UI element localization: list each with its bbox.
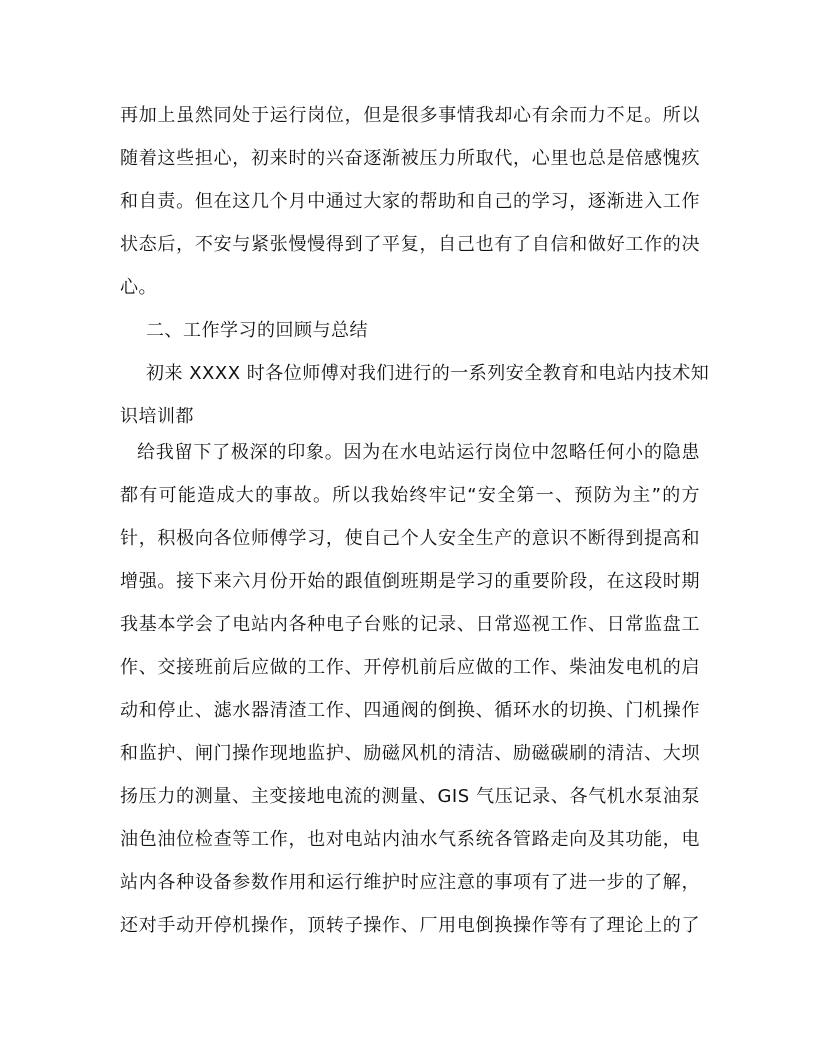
paragraph-line: 增强。接下来六月份开始的跟值倒班期是学习的重要阶段，在这段时期 <box>120 571 700 592</box>
paragraph-line: 作、交接班前后应做的工作、开停机前后应做的工作、柴油发电机的启 <box>120 657 700 678</box>
paragraph-line: 我基本学会了电站内各种电子台账的记录、日常巡视工作、日常监盘工 <box>120 614 700 635</box>
paragraph-line: 识培训都 <box>120 406 194 427</box>
paragraph-line: 油色油位检查等工作，也对电站内油水气系统各管路走向及其功能，电 <box>120 829 700 850</box>
paragraph-line: 初来 XXXX 时各位师傅对我们进行的一系列安全教育和电站内技术知 <box>146 363 710 384</box>
paragraph-line: 还对手动开停机操作，顶转子操作、厂用电倒换操作等有了理论上的了 <box>120 915 700 936</box>
section-heading: 二、工作学习的回顾与总结 <box>146 320 368 341</box>
paragraph-line: 站内各种设备参数作用和运行维护时应注意的事项有了进一步的了解， <box>120 872 700 893</box>
paragraph-line: 心。 <box>120 277 157 298</box>
paragraph-line: 扬压力的测量、主变接地电流的测量、GIS 气压记录、各气机水泵油泵 <box>120 786 700 807</box>
paragraph-line: 针，积极向各位师傅学习，使自己个人安全生产的意识不断得到提高和 <box>120 528 700 549</box>
paragraph-line: 都有可能造成大的事故。所以我始终牢记“安全第一、预防为主”的方 <box>120 485 700 506</box>
paragraph-line: 动和停止、滤水器清渣工作、四通阀的倒换、循环水的切换、门机操作 <box>120 700 700 721</box>
paragraph-line: 给我留下了极深的印象。因为在水电站运行岗位中忽略任何小的隐患 <box>137 442 700 463</box>
paragraph-line: 和监护、闸门操作现地监护、励磁风机的清洁、励磁碳刷的清洁、大坝 <box>120 743 700 764</box>
paragraph-line: 随着这些担心，初来时的兴奋逐渐被压力所取代，心里也总是倍感愧疚 <box>120 148 700 169</box>
paragraph-line: 状态后，不安与紧张慢慢得到了平复，自己也有了自信和做好工作的决 <box>120 234 700 255</box>
paragraph-line: 再加上虽然同处于运行岗位，但是很多事情我却心有余而力不足。所以 <box>120 105 700 126</box>
paragraph-line: 和自责。但在这几个月中通过大家的帮助和自己的学习，逐渐进入工作 <box>120 191 700 212</box>
